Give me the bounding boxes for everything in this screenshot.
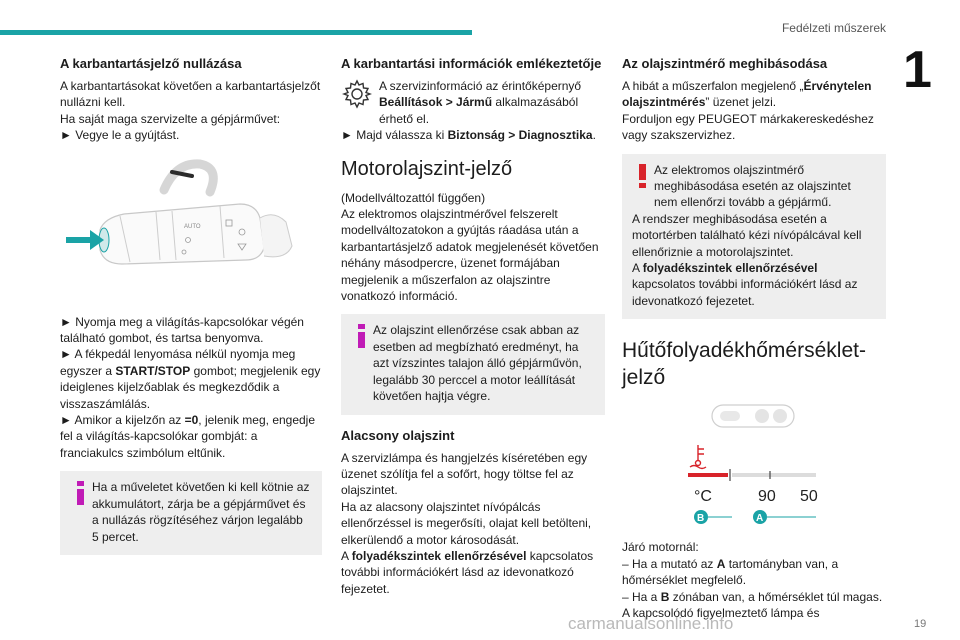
paragraph: A folyadékszintek ellenőrzésével kapcsolatos további információkért lásd az idevonatkozó fejezetet. [341,548,594,596]
paragraph: A hibát a műszerfalon megjelenő „Érvénytelen olajszintmérés” üzenet jelzi. [622,79,872,110]
info-note [60,471,322,555]
column-2 [341,55,605,597]
paragraph: ► Nyomja meg a világítás-kapcsolókar végén található gombot, és tartsa benyomva. [60,314,304,346]
gauge-mark-90: 90 [758,488,776,506]
section-heading: A karbantartásjelző nullázása [60,56,242,71]
settings-line [341,78,605,127]
note-text: Ha a műveletet követően ki kell kötnie az akkumulátort, zárja be a gépjárművet és a nullázás rögzítéséhez várjon legalább 5 percet. [92,480,310,544]
paragraph: ► A fékpedál lenyomása nélkül nyomja meg egyszer a START/STOP gombot; megjelenik egy ideiglenes kijelzőablak és megkezdődik a visszaszámlálás. [60,347,321,411]
paragraph: ► Majd válassza ki Biztonság > Diagnosztika. [341,128,596,143]
coolant-temperature-icon [690,445,706,469]
subsection-heading: Alacsony olajszint [341,427,455,443]
info-icon [70,481,92,505]
paragraph: A karbantartásokat követően a karbantartásjelzőt nullázni kell. [60,79,321,110]
paragraph: Forduljon egy PEUGEOT márkakereskedéshez vagy szakszervizhez. [622,111,874,143]
note-text: Az olajszint ellenőrzése csak abban az esetben ad megbízható eredményt, ha azt vízszintes talajon álló gépjárművön, legalább 30 perccel a motor leállítását követően hajtja végre. [373,323,582,404]
svg-text:AUTO: AUTO [184,223,201,230]
gauge-mark-50: 50 [800,488,818,506]
warning-icon [632,164,654,188]
header-accent-bar [0,30,472,35]
warning-text: Az elektromos olajszintmérő meghibásodása esetén az olajszintet nem ellenőrzi tovább a gépjármű. [654,162,851,210]
chapter-number: 1 [903,41,932,99]
warning-text: A folyadékszintek ellenőrzésével kapcsolatos további információkért lásd az idevonatkozó fejezetet. [632,261,858,308]
section-heading: A karbantartási információk emlékeztetője [341,56,602,71]
paragraph: A szervizlámpa és hangjelzés kíséretében egy üzenet szólítja fel a sofőrt, hogy töltse fel az olajszintet. [341,450,588,498]
warning-text: A rendszer meghibásodása esetén a motortérben található kézi nívópálcával kell ellenőriznie a motorolajszintet. [632,211,862,259]
column-1 [60,55,322,567]
paragraph: (Modellváltozattól függően) [341,190,486,205]
paragraph: ► Amikor a kijelzőn az =0, jelenik meg, engedje fel a világítás-kapcsolókar gombját: a franciakulcs szimbólum eltűnik. [60,413,316,460]
zone-b-label: B [697,513,705,525]
section-heading: Az olajszintmérő meghibásodása [622,56,828,71]
paragraph: ► Vegye le a gyújtást. [60,128,180,143]
paragraph: A szervizinformáció az érintőképernyő Beállítások > Jármű alkalmazásából érhető el. [379,79,582,126]
zone-a-label: A [756,513,764,525]
gauge-drawing [622,401,886,527]
paragraph: Járó motornál: [622,540,699,555]
chapter-title: Fedélzeti műszerek [781,21,886,35]
coolant-gauge-illustration [622,401,886,527]
paragraph: Ha saját maga szervizelte a gépjárművet: [60,111,281,126]
paragraph: – Ha a mutató az A tartományban van, a hőmérséklet megfelelő. [622,556,839,588]
section-title: Hűtőfolyadékhőmérséklet-jelző [622,339,866,390]
section-title: Motorolajszint-jelző [341,157,513,180]
gear-icon [341,78,373,110]
stalk-drawing [60,156,322,304]
paragraph: Ha az alacsony olajszintet nívópálcás ellenőrzéssel is megerősíti, olajat kell betölteni, elkerülendő a motor károsodását. [341,499,592,547]
paragraph: – Ha a B zónában van, a hőmérséklet túl magas. A kapcsolódó figyelmeztető lámpa és [622,589,883,620]
column-3 [622,55,886,621]
gauge-unit: °C [694,488,712,506]
info-icon [351,324,373,348]
warning-note [622,154,886,320]
info-note [341,314,605,414]
page-number: 19 [914,618,927,630]
watermark: carmanualsonline.info [568,614,734,633]
paragraph: Az elektromos olajszintmérővel felszerelt modellváltozatokon a gyújtás ráadása után a karbantartásjelző adatok megjelenését követően néhány másodpercre, üzenet formájában megjelenik a műszerfalon az olajszintre vonatkozó információ. [341,207,599,304]
lighting-stalk-illustration [60,156,322,304]
